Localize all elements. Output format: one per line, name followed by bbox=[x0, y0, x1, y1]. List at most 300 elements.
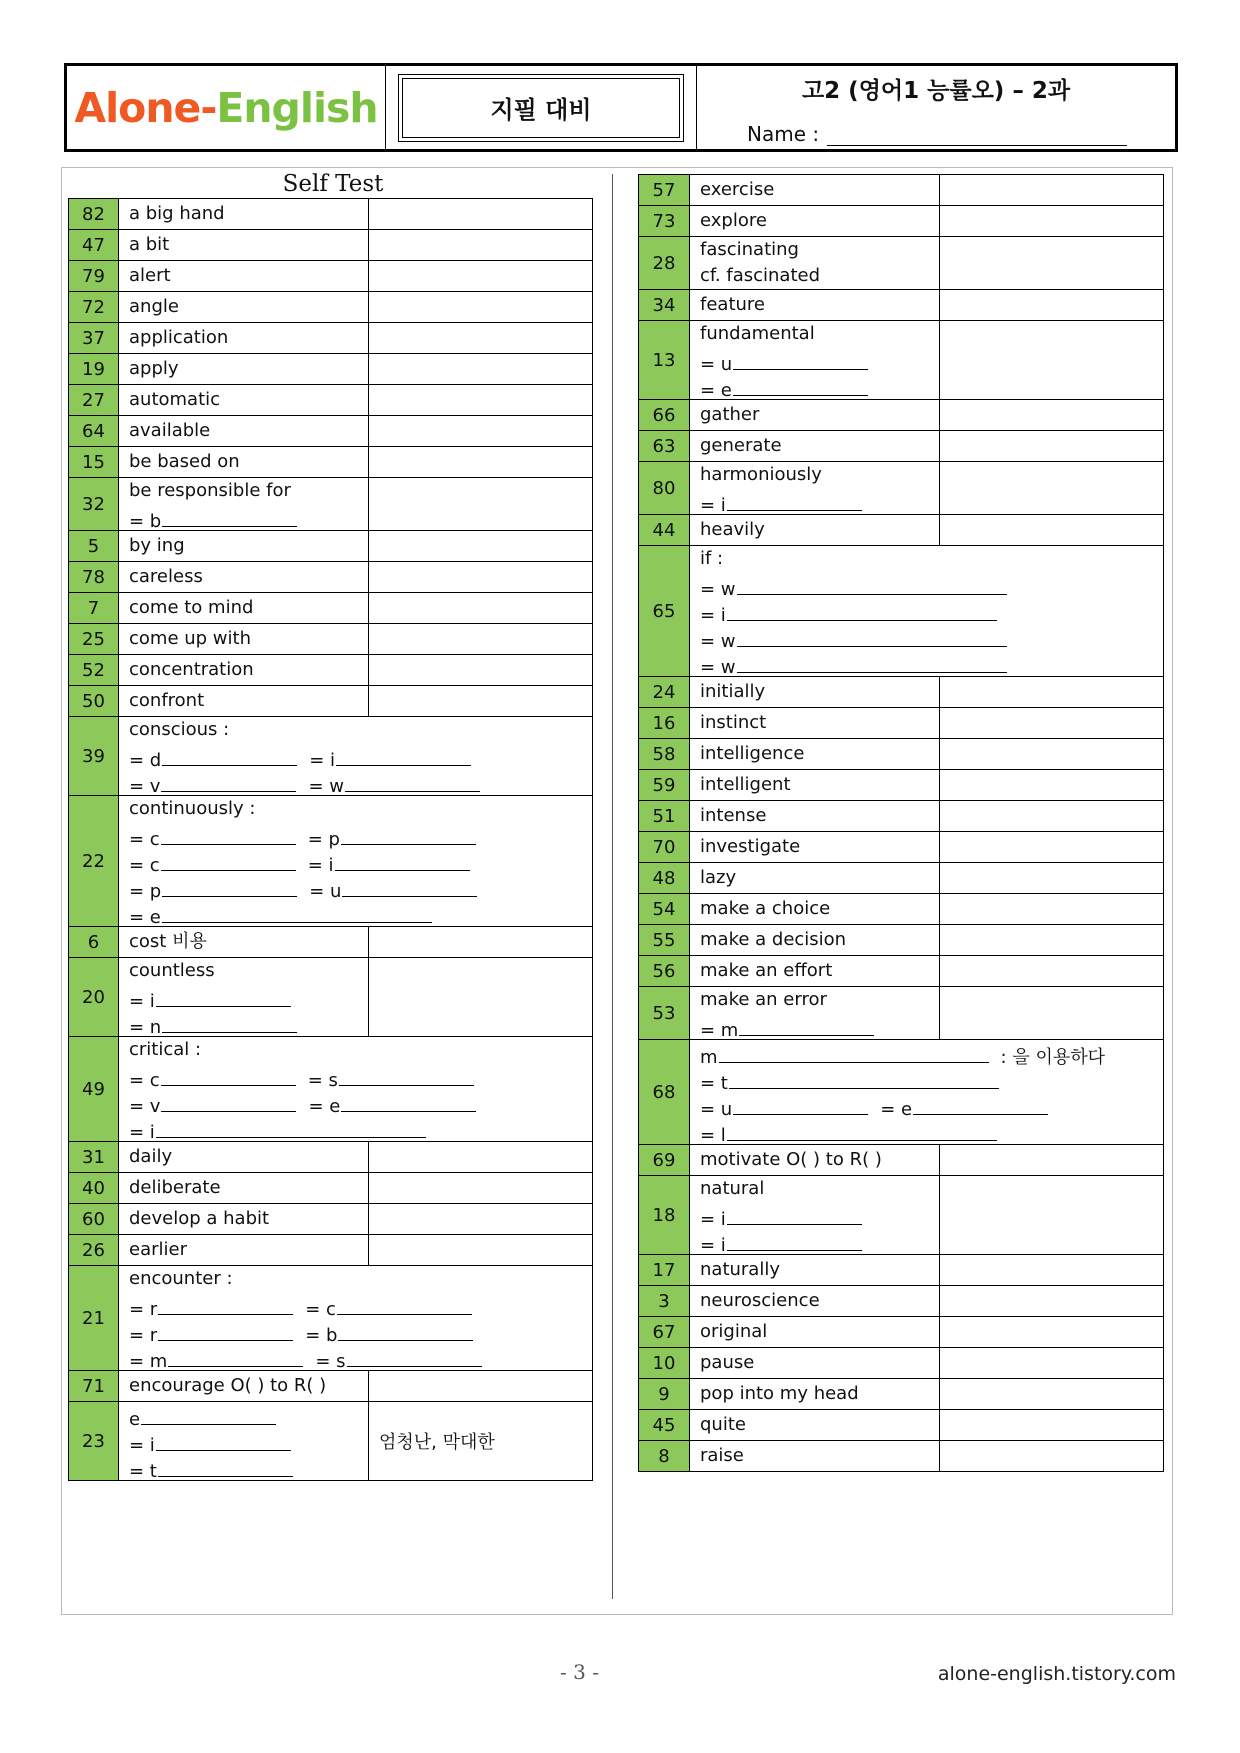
term-text: raise bbox=[700, 1445, 744, 1466]
vocab-row bbox=[69, 230, 593, 261]
answer-blank[interactable] bbox=[727, 1118, 997, 1141]
exam-type-box: 지필 대비 bbox=[402, 78, 680, 138]
term-line bbox=[129, 1063, 592, 1089]
answer-blank[interactable] bbox=[161, 769, 296, 792]
term-text: generate bbox=[700, 435, 782, 456]
item-number: 56 bbox=[639, 956, 690, 987]
vocab-row bbox=[69, 261, 593, 292]
vocab-row bbox=[639, 1255, 1164, 1286]
term-line bbox=[129, 385, 368, 415]
vocab-row bbox=[639, 1348, 1164, 1379]
vocab-row bbox=[69, 199, 593, 230]
answer-blank[interactable] bbox=[158, 1292, 293, 1315]
item-number: 7 bbox=[69, 593, 119, 624]
answer-blank[interactable] bbox=[336, 743, 471, 766]
meaning-answer-cell[interactable] bbox=[940, 987, 1164, 1040]
vocab-term bbox=[119, 1371, 369, 1402]
meaning-answer-cell[interactable] bbox=[940, 1441, 1164, 1472]
meaning-answer-cell[interactable] bbox=[940, 770, 1164, 801]
answer-blank[interactable] bbox=[162, 743, 297, 766]
meaning-answer-cell[interactable] bbox=[940, 708, 1164, 739]
item-number: 32 bbox=[69, 478, 119, 531]
term-text: conscious : bbox=[129, 719, 230, 740]
meaning-answer-cell[interactable] bbox=[369, 686, 593, 717]
answer-blank[interactable] bbox=[162, 1010, 297, 1033]
term-text: alert bbox=[129, 265, 171, 286]
term-line bbox=[700, 987, 939, 1013]
term-line bbox=[700, 237, 939, 263]
page-number: - 3 - bbox=[560, 1660, 599, 1684]
answer-blank[interactable] bbox=[729, 1066, 999, 1089]
vocab-term bbox=[690, 987, 940, 1040]
vocab-term bbox=[690, 1410, 940, 1441]
term-text: = i bbox=[700, 605, 726, 626]
answer-blank[interactable] bbox=[737, 650, 1007, 673]
answer-blank[interactable] bbox=[345, 769, 480, 792]
answer-blank[interactable] bbox=[158, 1318, 293, 1341]
meaning-answer-cell[interactable] bbox=[940, 956, 1164, 987]
term-text: come to mind bbox=[129, 597, 254, 618]
term-text: = i bbox=[307, 855, 334, 876]
vocab-term bbox=[690, 237, 940, 290]
term-line bbox=[700, 624, 1163, 650]
term-text: pop into my head bbox=[700, 1383, 859, 1404]
meaning-answer-cell[interactable] bbox=[940, 237, 1164, 290]
term-line bbox=[129, 1292, 592, 1318]
item-number: 44 bbox=[639, 515, 690, 546]
item-number: 18 bbox=[639, 1176, 690, 1255]
term-text: = p bbox=[129, 881, 162, 902]
vocab-term bbox=[119, 531, 369, 562]
term-line bbox=[129, 562, 368, 592]
item-number: 53 bbox=[639, 987, 690, 1040]
meaning-answer-cell[interactable] bbox=[940, 1317, 1164, 1348]
vocab-term bbox=[119, 478, 369, 531]
vocab-table-left bbox=[68, 198, 593, 1481]
item-number: 54 bbox=[639, 894, 690, 925]
vocab-row bbox=[69, 655, 593, 686]
term-text: original bbox=[700, 1321, 768, 1342]
vocab-row bbox=[639, 832, 1164, 863]
term-text: = c bbox=[129, 1070, 160, 1091]
term-line bbox=[129, 1371, 368, 1401]
meaning-answer-cell[interactable] bbox=[369, 593, 593, 624]
answer-blank[interactable] bbox=[161, 1089, 296, 1112]
item-number: 40 bbox=[69, 1173, 119, 1204]
term-text: = i bbox=[700, 1209, 726, 1230]
vocab-row bbox=[639, 801, 1164, 832]
answer-blank[interactable] bbox=[733, 347, 868, 370]
vocab-row bbox=[69, 686, 593, 717]
meaning-answer-cell[interactable] bbox=[369, 385, 593, 416]
vocab-term bbox=[119, 354, 369, 385]
term-text: = n bbox=[129, 1017, 162, 1038]
answer-blank[interactable] bbox=[733, 1092, 868, 1115]
vocab-term bbox=[690, 462, 940, 515]
answer-blank[interactable] bbox=[156, 984, 291, 1007]
vocab-term bbox=[119, 927, 369, 958]
term-text: = i bbox=[129, 1435, 155, 1456]
answer-blank[interactable] bbox=[727, 598, 997, 621]
term-line bbox=[129, 743, 592, 769]
term-text: = r bbox=[129, 1299, 158, 1320]
item-number: 37 bbox=[69, 323, 119, 354]
vocab-term bbox=[690, 739, 940, 770]
term-text: fundamental bbox=[700, 323, 815, 344]
vocab-row bbox=[639, 956, 1164, 987]
item-number: 66 bbox=[639, 400, 690, 431]
item-number: 21 bbox=[69, 1266, 119, 1371]
term-text: e bbox=[129, 1409, 141, 1430]
vocab-row bbox=[639, 708, 1164, 739]
term-line bbox=[129, 230, 368, 260]
answer-blank[interactable] bbox=[341, 822, 476, 845]
term-line bbox=[700, 515, 939, 545]
site-url: alone-english.tistory.com bbox=[937, 1663, 1176, 1685]
name-label: Name : bbox=[747, 122, 820, 146]
answer-blank[interactable] bbox=[733, 373, 868, 396]
item-number: 23 bbox=[69, 1402, 119, 1481]
meaning-answer-cell[interactable] bbox=[940, 515, 1164, 546]
term-line bbox=[700, 290, 939, 320]
term-line bbox=[129, 478, 368, 504]
answer-blank[interactable] bbox=[727, 488, 862, 511]
term-text: = l bbox=[700, 1125, 726, 1146]
term-text: continuously : bbox=[129, 798, 256, 819]
term-line bbox=[700, 1255, 939, 1285]
term-text: apply bbox=[129, 358, 179, 379]
meaning-answer-cell[interactable] bbox=[369, 354, 593, 385]
term-text: angle bbox=[129, 296, 179, 317]
term-text: deliberate bbox=[129, 1177, 221, 1198]
vocab-term bbox=[690, 1379, 940, 1410]
term-text: : 을 이용하다 bbox=[1000, 1047, 1105, 1068]
meaning-answer-cell[interactable] bbox=[369, 447, 593, 478]
term-text: a bit bbox=[129, 234, 170, 255]
vocab-term bbox=[690, 677, 940, 708]
vocab-term bbox=[690, 894, 940, 925]
vocab-term bbox=[119, 796, 593, 927]
term-line bbox=[129, 1428, 368, 1454]
meaning-answer-cell[interactable] bbox=[369, 261, 593, 292]
worksheet-title: 고2 (영어1 능률오) – 2과 bbox=[801, 78, 1071, 104]
vocab-term bbox=[119, 1266, 593, 1371]
term-text: intense bbox=[700, 805, 767, 826]
term-text: instinct bbox=[700, 712, 767, 733]
vocab-row bbox=[69, 717, 593, 796]
meaning-answer-cell[interactable] bbox=[940, 1286, 1164, 1317]
vocab-term bbox=[119, 1037, 593, 1142]
vocab-row bbox=[639, 237, 1164, 290]
vocab-term bbox=[119, 686, 369, 717]
answer-blank[interactable] bbox=[337, 1292, 472, 1315]
term-text: = e bbox=[308, 1096, 341, 1117]
term-text: intelligent bbox=[700, 774, 791, 795]
vocab-term bbox=[690, 546, 1164, 677]
meaning-answer-cell[interactable] bbox=[940, 400, 1164, 431]
answer-blank[interactable] bbox=[338, 1318, 473, 1341]
meaning-answer-cell[interactable] bbox=[940, 321, 1164, 400]
meaning-answer-cell[interactable] bbox=[940, 863, 1164, 894]
meaning-answer-cell[interactable] bbox=[369, 323, 593, 354]
term-line bbox=[700, 431, 939, 461]
meaning-answer-cell[interactable] bbox=[369, 562, 593, 593]
meaning-answer-cell[interactable] bbox=[369, 416, 593, 447]
page-header bbox=[64, 63, 1178, 152]
term-text: investigate bbox=[700, 836, 801, 857]
vocab-term bbox=[119, 562, 369, 593]
answer-blank[interactable] bbox=[727, 1228, 862, 1251]
vocab-row bbox=[69, 447, 593, 478]
vocab-row bbox=[639, 462, 1164, 515]
meaning-answer-cell[interactable] bbox=[369, 958, 593, 1037]
item-number: 78 bbox=[69, 562, 119, 593]
term-line bbox=[700, 1066, 1163, 1092]
term-text: encourage O( ) to R( ) bbox=[129, 1375, 327, 1396]
term-line bbox=[129, 531, 368, 561]
meaning-answer-cell[interactable] bbox=[940, 1348, 1164, 1379]
term-text: fascinating bbox=[700, 239, 799, 260]
term-line bbox=[129, 1454, 368, 1480]
answer-blank[interactable] bbox=[161, 822, 296, 845]
item-number: 73 bbox=[639, 206, 690, 237]
item-number: 16 bbox=[639, 708, 690, 739]
vocab-term bbox=[119, 1142, 369, 1173]
vocab-term bbox=[119, 323, 369, 354]
term-line bbox=[700, 572, 1163, 598]
meaning-answer-cell[interactable] bbox=[940, 1255, 1164, 1286]
term-line bbox=[700, 321, 939, 347]
term-text: = u bbox=[700, 1099, 733, 1120]
vocab-row bbox=[69, 354, 593, 385]
meaning-answer-cell[interactable]: 엄청난, 막대한 bbox=[369, 1402, 593, 1481]
term-text: make a decision bbox=[700, 929, 847, 950]
meaning-answer-cell[interactable] bbox=[940, 1176, 1164, 1255]
term-line bbox=[700, 1379, 939, 1409]
answer-blank[interactable] bbox=[161, 848, 296, 871]
meaning-answer-cell[interactable] bbox=[940, 739, 1164, 770]
term-text: initially bbox=[700, 681, 766, 702]
meaning-answer-cell[interactable] bbox=[369, 1142, 593, 1173]
answer-blank[interactable] bbox=[341, 1089, 476, 1112]
term-line bbox=[129, 927, 368, 957]
term-text: concentration bbox=[129, 659, 254, 680]
answer-blank[interactable] bbox=[727, 1202, 862, 1225]
meaning-answer-cell[interactable] bbox=[940, 925, 1164, 956]
term-line bbox=[700, 1145, 939, 1175]
term-line bbox=[700, 650, 1163, 676]
vocab-row bbox=[69, 323, 593, 354]
meaning-answer-cell[interactable] bbox=[369, 1173, 593, 1204]
vocab-row bbox=[69, 416, 593, 447]
answer-blank[interactable] bbox=[156, 1115, 426, 1138]
vocab-term bbox=[119, 1204, 369, 1235]
meaning-answer-cell[interactable] bbox=[369, 292, 593, 323]
term-text: naturally bbox=[700, 1259, 780, 1280]
answer-blank[interactable] bbox=[158, 1454, 293, 1477]
vocab-row bbox=[639, 400, 1164, 431]
term-text: = v bbox=[129, 1096, 161, 1117]
meaning-answer-cell[interactable] bbox=[940, 1410, 1164, 1441]
vocab-row bbox=[69, 1402, 593, 1481]
answer-blank[interactable] bbox=[347, 1344, 482, 1367]
term-text: cf. fascinated bbox=[700, 265, 821, 286]
meaning-answer-cell[interactable] bbox=[369, 1371, 593, 1402]
term-text: = c bbox=[129, 855, 160, 876]
vocab-row bbox=[639, 1286, 1164, 1317]
term-text: = w bbox=[700, 657, 736, 678]
answer-blank[interactable] bbox=[161, 1063, 296, 1086]
meaning-answer-cell[interactable] bbox=[940, 462, 1164, 515]
term-line bbox=[129, 796, 592, 822]
vocab-row bbox=[639, 1379, 1164, 1410]
meaning-answer-cell[interactable] bbox=[369, 655, 593, 686]
vocab-row bbox=[69, 1371, 593, 1402]
vocab-term bbox=[119, 199, 369, 230]
term-line bbox=[700, 739, 939, 769]
meaning-answer-cell[interactable] bbox=[369, 1235, 593, 1266]
answer-blank[interactable] bbox=[342, 874, 477, 897]
meaning-answer-cell[interactable] bbox=[369, 927, 593, 958]
vocab-row bbox=[639, 1441, 1164, 1472]
meaning-answer-cell[interactable] bbox=[940, 1145, 1164, 1176]
answer-blank[interactable] bbox=[162, 900, 432, 923]
vocab-term bbox=[119, 717, 593, 796]
term-text: gather bbox=[700, 404, 760, 425]
meaning-answer-cell[interactable] bbox=[369, 624, 593, 655]
item-number: 20 bbox=[69, 958, 119, 1037]
meaning-answer-cell[interactable] bbox=[940, 801, 1164, 832]
item-number: 60 bbox=[69, 1204, 119, 1235]
item-number: 67 bbox=[639, 1317, 690, 1348]
meaning-answer-cell[interactable] bbox=[940, 1379, 1164, 1410]
answer-blank[interactable] bbox=[737, 624, 1007, 647]
term-line bbox=[700, 546, 1163, 572]
meaning-answer-cell[interactable] bbox=[369, 531, 593, 562]
answer-blank[interactable] bbox=[737, 572, 1007, 595]
item-number: 39 bbox=[69, 717, 119, 796]
answer-blank[interactable] bbox=[156, 1428, 291, 1451]
meaning-answer-cell[interactable] bbox=[369, 478, 593, 531]
vocab-row bbox=[639, 987, 1164, 1040]
meaning-answer-cell[interactable] bbox=[940, 431, 1164, 462]
term-text: explore bbox=[700, 210, 767, 231]
term-text: heavily bbox=[700, 519, 765, 540]
answer-blank[interactable] bbox=[335, 848, 470, 871]
answer-blank[interactable] bbox=[739, 1013, 874, 1036]
vocab-term bbox=[119, 447, 369, 478]
vocab-row bbox=[639, 321, 1164, 400]
term-line bbox=[700, 770, 939, 800]
term-line bbox=[700, 598, 1163, 624]
term-line bbox=[700, 206, 939, 236]
answer-blank[interactable] bbox=[339, 1063, 474, 1086]
term-text: encounter : bbox=[129, 1268, 233, 1289]
meaning-answer-cell[interactable] bbox=[369, 199, 593, 230]
answer-blank[interactable] bbox=[719, 1040, 989, 1063]
term-text: = w bbox=[700, 631, 736, 652]
term-text: = i bbox=[129, 1122, 155, 1143]
vocab-row bbox=[639, 925, 1164, 956]
vocab-term bbox=[119, 1173, 369, 1204]
vocab-term bbox=[690, 206, 940, 237]
meaning-answer-cell[interactable] bbox=[940, 290, 1164, 321]
exam-type-cell bbox=[386, 66, 697, 149]
vocab-row bbox=[69, 562, 593, 593]
vocab-row bbox=[69, 624, 593, 655]
answer-blank[interactable] bbox=[162, 504, 297, 527]
answer-blank[interactable] bbox=[141, 1402, 276, 1425]
vocab-row bbox=[639, 546, 1164, 677]
vocab-term bbox=[119, 416, 369, 447]
vocab-row bbox=[639, 1176, 1164, 1255]
meaning-answer-cell[interactable] bbox=[940, 175, 1164, 206]
vocab-term bbox=[119, 624, 369, 655]
term-line bbox=[129, 984, 368, 1010]
logo-alone-text: Alone bbox=[74, 83, 201, 132]
vocab-row bbox=[639, 1317, 1164, 1348]
term-text: = t bbox=[700, 1073, 728, 1094]
meaning-answer-cell[interactable] bbox=[940, 832, 1164, 863]
term-line bbox=[700, 894, 939, 924]
name-blank[interactable] bbox=[827, 127, 1127, 146]
item-number: 6 bbox=[69, 927, 119, 958]
answer-blank[interactable] bbox=[168, 1344, 303, 1367]
term-line bbox=[129, 416, 368, 446]
term-line bbox=[700, 801, 939, 831]
item-number: 80 bbox=[639, 462, 690, 515]
meaning-answer-cell[interactable] bbox=[940, 677, 1164, 708]
term-text: cost 비용 bbox=[129, 931, 207, 952]
term-line bbox=[129, 655, 368, 685]
meaning-answer-cell[interactable] bbox=[369, 1204, 593, 1235]
vocab-row bbox=[69, 593, 593, 624]
term-text: automatic bbox=[129, 389, 221, 410]
term-text: = v bbox=[129, 776, 161, 797]
item-number: 55 bbox=[639, 925, 690, 956]
item-number: 64 bbox=[69, 416, 119, 447]
vocab-row bbox=[69, 796, 593, 927]
logo-english-text: English bbox=[216, 83, 378, 132]
term-text: be based on bbox=[129, 451, 240, 472]
term-text: = w bbox=[700, 579, 736, 600]
vocab-row bbox=[69, 927, 593, 958]
item-number: 9 bbox=[639, 1379, 690, 1410]
term-text: feature bbox=[700, 294, 765, 315]
item-number: 27 bbox=[69, 385, 119, 416]
term-line bbox=[129, 624, 368, 654]
item-number: 10 bbox=[639, 1348, 690, 1379]
item-number: 63 bbox=[639, 431, 690, 462]
term-text: countless bbox=[129, 960, 215, 981]
term-text: application bbox=[129, 327, 229, 348]
vocab-term bbox=[690, 515, 940, 546]
item-number: 3 bbox=[639, 1286, 690, 1317]
item-number: 68 bbox=[639, 1040, 690, 1145]
meaning-answer-cell[interactable] bbox=[940, 894, 1164, 925]
vocab-row bbox=[69, 1266, 593, 1371]
meaning-answer-cell[interactable] bbox=[369, 230, 593, 261]
meaning-answer-cell[interactable] bbox=[940, 206, 1164, 237]
term-text: careless bbox=[129, 566, 203, 587]
vocab-term bbox=[690, 1286, 940, 1317]
answer-blank[interactable] bbox=[162, 874, 297, 897]
term-text: neuroscience bbox=[700, 1290, 820, 1311]
answer-blank[interactable] bbox=[913, 1092, 1048, 1115]
item-number: 69 bbox=[639, 1145, 690, 1176]
item-number: 48 bbox=[639, 863, 690, 894]
term-line bbox=[700, 956, 939, 986]
